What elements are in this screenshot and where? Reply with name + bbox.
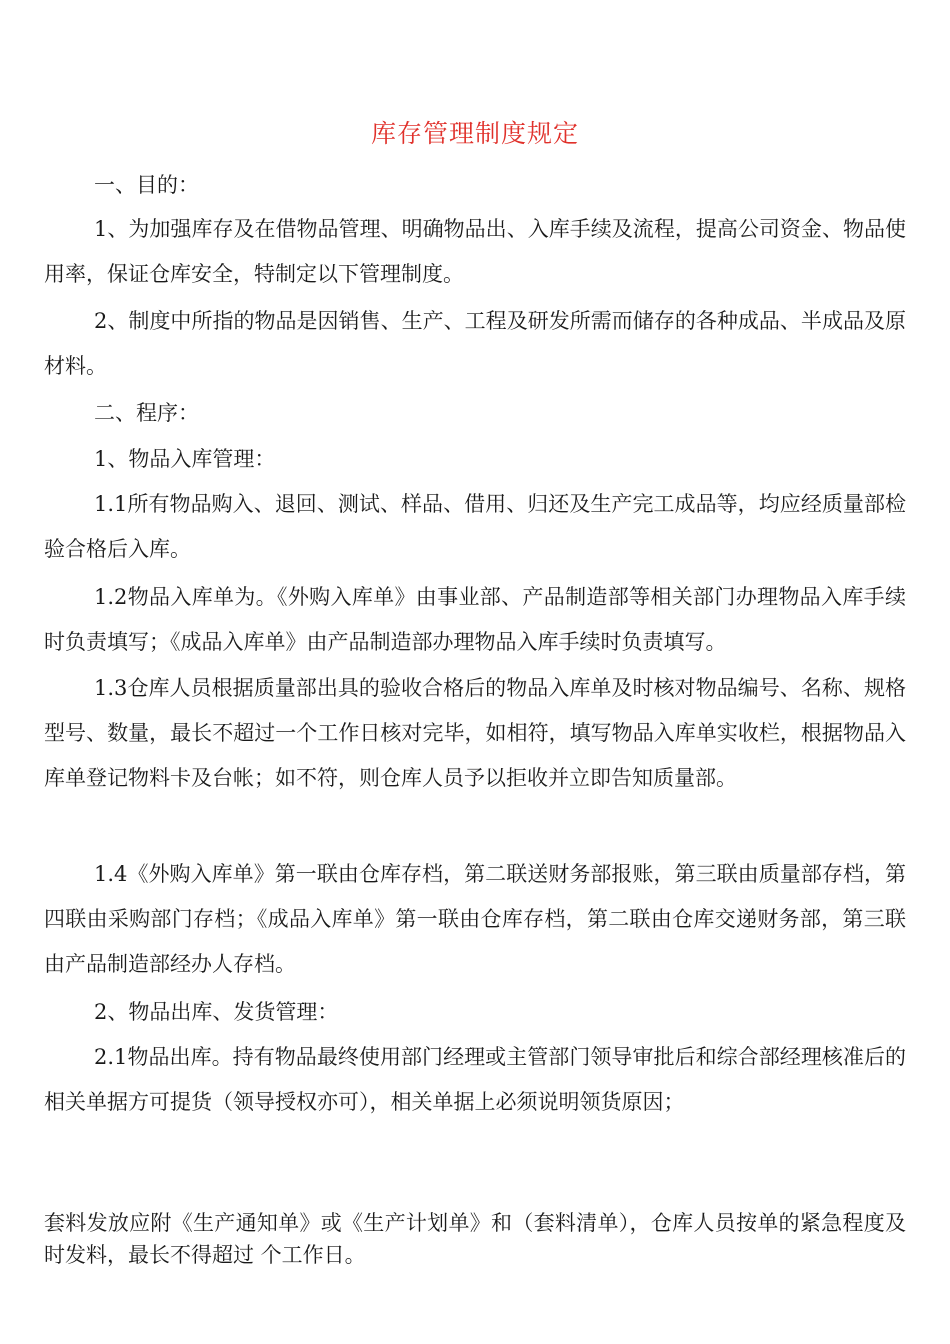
paragraph: 1.1所有物品购入、退回、测试、样品、借用、归还及生产完工成品等，均应经质量部检验合格后入库。 [44,492,906,561]
paragraph: 1.4《外购入库单》第一联由仓库存档，第二联送财务部报账，第三联由质量部存档，第四联由采购部门存档；《成品入库单》第一联由仓库存档，第二联由仓库交递财务部，第三联由产品制造部经办人存档。 [44,862,906,976]
paragraph: 1.3仓库人员根据质量部出具的验收合格后的物品入库单及时核对物品编号、名称、规格型号、数量，最长不超过一个工作日核对完毕，如相符，填写物品入库单实收栏，根据物品入库单登记物料卡及台帐；如不符，则仓库人员予以拒收并立即告知质量部。 [44,676,906,790]
document-title: 库存管理制度规定 [370,119,579,148]
section-heading-purpose: 一、目的： [94,173,199,197]
paragraph: 1、为加强库存及在借物品管理、明确物品出、入库手续及流程，提高公司资金、物品使用率，保证仓库安全，特制定以下管理制度。 [44,217,906,286]
section-heading-procedure: 二、程序： [94,401,199,425]
paragraph: 2、制度中所指的物品是因销售、生产、工程及研发所需而储存的各种成品、半成品及原材料。 [44,309,906,378]
subsection-heading-outbound: 2、物品出库、发货管理： [94,1000,339,1024]
paragraph: 2.1物品出库。持有物品最终使用部门经理或主管部门领导审批后和综合部经理核准后的相关单据方可提货（领导授权亦可），相关单据上必须说明领货原因； [44,1045,906,1114]
paragraph: 套料发放应附《生产通知单》或《生产计划单》和（套料清单），仓库人员按单的紧急程度及时发料，最长不得超过 个工作日。 [44,1211,906,1267]
subsection-heading-inbound: 1、物品入库管理： [94,447,276,471]
paragraph: 1.2物品入库单为。《外购入库单》由事业部、产品制造部等相关部门办理物品入库手续时负责填写；《成品入库单》由产品制造部办理物品入库手续时负责填写。 [44,585,906,654]
